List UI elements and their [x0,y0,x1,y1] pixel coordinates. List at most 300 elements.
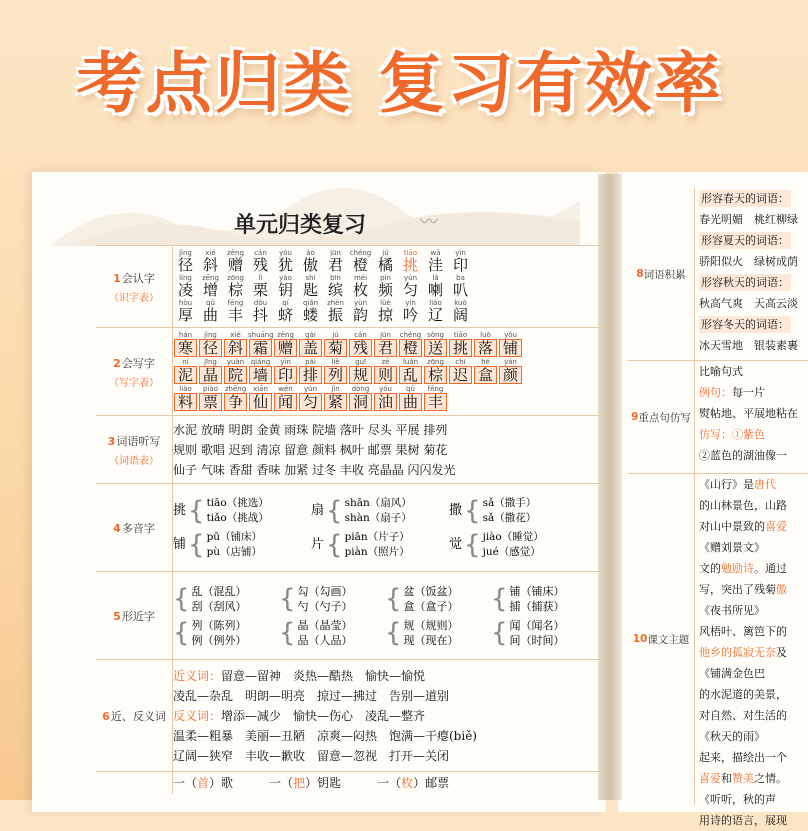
hanzi: 斜 [202,256,218,274]
brace-icon: { [188,529,205,560]
readings [345,530,410,560]
reading: jué（感觉） [482,545,541,558]
char-cell [348,299,373,323]
words [192,618,247,648]
hanzi: 抖 [252,306,268,324]
brace-icon: { [464,529,481,560]
text: 对自然、对生活的 [699,709,787,722]
highlight: 唐代 [754,478,776,491]
pinyin: yìn [455,249,466,257]
section-label: 10 课文主题 [628,474,695,804]
hanzi: 赠 [227,256,243,274]
char-cell [273,299,298,323]
char-cell [248,299,273,323]
char-cell [398,358,423,384]
hanzi: 傲 [302,256,318,274]
pinyin: zōng [227,274,244,282]
hanzi: 栗 [252,281,268,299]
word: 盒（盒子） [403,599,459,613]
hanzi: 洞 [349,393,372,411]
hanzi: 振 [327,306,343,324]
char-row [173,385,603,411]
hanzi: 泥 [174,366,197,384]
char-cell [448,331,473,357]
word: 捕（捕获） [509,599,565,613]
words: 留意—留神 炎热—酷热 愉快—愉悦 [221,668,426,683]
answer: 枚 [401,775,414,790]
words: 增添—减少 愉快—伤心 凌乱—整齐 [221,708,426,723]
category-tag: 形容秋天的词语： [701,276,789,289]
brace-icon: { [173,617,190,648]
pinyin: xiān [253,385,268,393]
hanzi: 匀 [402,281,418,299]
answer: 首 [197,775,210,790]
hanzi: 挑 [449,339,472,357]
char-cell [373,299,398,323]
char-cell [198,331,223,357]
text-line [699,474,808,495]
words [404,618,459,648]
category-tag: 形容春天的词语： [701,192,789,205]
similar-item [279,584,385,614]
keyword: 反义词： [173,708,222,723]
reading: shān（扇风） [344,496,412,509]
pinyin: yuàn [226,358,245,366]
words [298,584,353,614]
word-line [173,686,603,706]
polyphonic-item [449,530,587,560]
char-cell [473,331,498,357]
hanzi: 枚 [352,281,368,299]
sentence-imitation [695,361,808,473]
polyphonic-item [173,496,311,526]
text-line [699,810,808,831]
text: ）邮票 [413,775,450,790]
char-cell [448,358,473,384]
word-line [173,746,603,766]
pinyin: qí [282,299,289,307]
pinyin: yóu [379,385,392,393]
word: 勺（勺子） [297,599,353,613]
word: 列（陈列） [191,618,247,632]
hanzi: 增 [202,281,218,299]
pinyin: sòng [427,331,444,339]
highlight: 喜爱 [765,520,787,533]
text: 。通过 [754,562,787,575]
char-cell [298,249,323,273]
brace-icon: { [385,583,402,614]
polyphonic-char: 扇 [311,503,325,518]
hanzi: 君 [374,339,397,357]
similar-item [173,618,279,648]
brace-icon: { [385,617,402,648]
word: 铺（铺床） [509,584,565,598]
char-cell [273,385,298,411]
pinyin: xié [230,331,241,339]
pinyin: liáo [429,299,442,307]
pinyin: shuāng [248,331,274,339]
word: 闻（闻名） [509,618,565,632]
hanzi: 径 [199,339,222,357]
brace-icon: { [279,583,296,614]
hanzi: 丰 [424,393,447,411]
hanzi: 曲 [399,393,422,411]
section-label: 8 词语积累 [628,188,695,360]
hanzi: 印 [452,256,468,274]
section-label: 6近、反义词 [96,660,173,772]
char-cell [398,331,423,357]
text-line [699,579,808,600]
readings [483,530,544,560]
hanzi: 厚 [177,306,193,324]
char-cell [323,385,348,411]
text-line [699,230,808,251]
pinyin: xié [205,249,216,257]
char-cell [473,358,498,384]
pinyin: yán [504,358,517,366]
section-label: 9 重点句仿写 [628,361,695,473]
hanzi: 挑 [402,256,418,274]
char-row [173,299,603,323]
char-cell [248,249,273,273]
char-cell [348,249,373,273]
text: 一（ [173,775,198,790]
char-cell [448,249,473,273]
right-page-content [628,188,808,827]
pinyin: cán [254,249,267,257]
hanzi: 寒 [174,339,197,357]
hanzi: 送 [424,339,447,357]
hanzi: 则 [374,366,397,384]
pinyin: tiāo [453,331,468,339]
char-cell [298,274,323,298]
hanzi: 列 [324,366,347,384]
hanzi: 钥 [277,281,293,299]
text: ②蓝色的湖油像一 [699,449,787,462]
pinyin: chéng [399,331,422,339]
pinyin: jú [332,331,339,339]
brace-icon: { [279,617,296,648]
polyphonic-item [449,496,587,526]
char-cell [223,249,248,273]
pinyin: jǐn [331,385,340,393]
similar-item [385,618,491,648]
char-cell [373,358,398,384]
char-cell [423,299,448,323]
highlight: 他乡的孤寂无奈 [699,646,776,659]
word: 例（例外） [191,633,247,647]
char-cell [423,249,448,273]
pinyin: lüè [380,299,391,307]
readings [345,496,412,526]
hanzi: 径 [177,256,193,274]
hanzi: 铺 [499,339,522,357]
pinyin: zhèn [327,299,344,307]
hanzi: 匙 [302,281,318,299]
pinyin: yǒu [504,331,517,339]
hanzi: 残 [349,339,372,357]
char-cell [448,299,473,323]
answer: 把 [293,775,306,790]
pinyin: shi [305,274,316,282]
text: 《夜书所见》 [699,604,765,617]
char-cell [223,358,248,384]
polyphonic-grid [173,494,603,562]
hanzi: 霜 [249,339,272,357]
words [510,584,565,614]
word: 品（人品） [297,633,353,647]
text-line [699,272,808,293]
pinyin: jìng [204,331,217,339]
words [510,618,565,648]
reading: tiāo（挑选） [206,496,269,509]
hanzi: 仙 [249,393,272,411]
pinyin: yín [405,299,416,307]
word-line [173,773,603,793]
reading: shàn（扇子） [344,511,412,524]
hanzi: 院 [224,366,247,384]
text-line [699,726,808,747]
polyphonic-char: 觉 [449,537,463,552]
pinyin: chéng [349,249,372,257]
text-line [699,621,808,642]
char-cell [198,358,223,384]
text: 比喻句式 [699,365,743,378]
hanzi: 辽 [427,306,443,324]
text: 用诗的语言，展现 [699,814,787,827]
reading: sǎ（撒手） [482,496,537,509]
word-line: 规则 歌唱 迟到 清凉 留意 颜料 枫叶 邮票 果树 菊花 [173,442,448,457]
brace-icon: { [173,583,190,614]
word: 勾（勾画） [297,584,353,598]
pinyin: yìn [280,358,291,366]
hanzi: 频 [377,281,393,299]
category-tag: 形容夏天的词语： [701,234,789,247]
char-cell [398,385,423,411]
text: 《铺满金色巴 [699,667,765,680]
text-line [699,705,808,726]
highlight: 勉励诗 [721,562,754,575]
text-line [699,251,808,272]
hanzi: 争 [224,393,247,411]
highlight: 赞美 [732,772,754,785]
pinyin: hán [178,331,193,339]
hanzi: 缤 [327,281,343,299]
char-cell [173,299,198,323]
text: 熨帖地、平展地粘在 [699,407,798,420]
brace-icon: { [464,495,481,526]
word: 现（现在） [403,633,459,647]
text-line [699,335,808,356]
reading: piān（片子） [344,530,410,543]
text: 每一片 [732,386,765,399]
section-label: 3词语听写 （词语表） [96,416,173,484]
polyphonic-chars [173,484,604,572]
word: 晶（晶莹） [297,618,353,632]
hanzi: 曲 [202,306,218,324]
char-cell [273,274,298,298]
text-line [699,495,808,516]
char-cell [298,331,323,357]
char-cell [173,249,198,273]
char-cell [298,358,323,384]
text: 《山行》是 [699,478,754,491]
pinyin: qǔ [206,299,215,307]
bird-icon: 〰 [420,212,438,233]
polyphonic-char: 撒 [449,503,463,518]
char-row [173,358,603,384]
text-line [699,382,808,403]
char-cell [248,331,273,357]
char-cell [223,331,248,357]
similar-item [173,584,279,614]
text: 和 [721,772,732,785]
pinyin: jīng [204,358,217,366]
hanzi: 盒 [474,366,497,384]
pinyin: fēng [427,385,444,393]
reading: sǎ（撒花） [482,511,537,524]
text-line [699,747,808,768]
char-cell [248,385,273,411]
word-line [173,706,603,726]
vocab-accumulation [695,188,808,360]
hanzi: 迟 [449,366,472,384]
hanzi: 紧 [324,393,347,411]
pinyin: ní [182,358,189,366]
pinyin: kuò [454,299,467,307]
reading: piàn（照片） [344,545,410,558]
text: 春光明媚 桃红柳绿 [699,213,798,226]
word: 刮（刮风） [191,599,247,613]
pinyin: yún [403,274,417,282]
pinyin: zé [381,358,390,366]
pinyin: zēng [202,274,219,282]
char-cell [323,249,348,273]
pinyin: liào [179,385,192,393]
polyphonic-char: 铺 [173,537,187,552]
text: 起来，描绘出一个 [699,751,787,764]
hanzi: 橙 [352,256,368,274]
section-label: 5形近字 [96,572,173,660]
banner-title: 考点归类 复习有效率 [76,45,724,122]
char-cell [348,274,373,298]
char-cell [198,299,223,323]
text: ）钥匙 [305,775,378,790]
similar-item [279,618,385,648]
hanzi: 闻 [274,393,297,411]
text-line [699,684,808,705]
char-cell [298,385,323,411]
text: 的水泥道的美景， [699,688,787,701]
pinyin: hé [481,358,490,366]
measure-words [173,772,604,794]
pinyin: gài [305,331,316,339]
pinyin: yún [303,385,317,393]
hanzi: 料 [174,393,197,411]
char-cell [173,358,198,384]
brace-icon: { [326,529,343,560]
word: 间（时间） [509,633,565,647]
review-table [96,245,603,794]
char-cell [348,358,373,384]
char-cell [323,274,348,298]
pinyin: dòng [351,385,370,393]
text-line [699,558,808,579]
hanzi: 晶 [199,366,222,384]
text: 《赠刘景文》 [699,541,765,554]
text-line [699,209,808,230]
pinyin: guī [355,358,366,366]
readings [207,530,262,560]
word: 乱（混乱） [191,584,247,598]
brace-icon: { [491,583,508,614]
text: 对山中景致的 [699,520,765,533]
pinyin: pín [380,274,391,282]
char-cell [373,274,398,298]
hanzi: 菊 [324,339,347,357]
brace-icon: { [491,617,508,648]
text-line [699,600,808,621]
pinyin: liè [331,358,340,366]
highlight: 例句： [699,386,732,399]
pinyin: yào [279,274,292,282]
text-line [699,663,808,684]
char-cell [273,249,298,273]
hanzi: 洼 [427,256,443,274]
char-row [173,249,603,273]
char-cell [398,274,423,298]
text: 一（ [377,775,402,790]
text-line [699,768,808,789]
char-cell [423,385,448,411]
word: 盆（饭盆） [403,584,459,598]
char-cell [423,331,448,357]
polyphonic-item [311,530,449,560]
hanzi: 橘 [377,256,393,274]
pinyin: jú [382,249,389,257]
polyphonic-char: 挑 [173,503,187,518]
hanzi: 掠 [377,306,393,324]
category-tag: 形容冬天的词语： [701,318,789,331]
pinyin: lì [258,274,263,282]
words [298,618,353,648]
pinyin: ào [306,249,315,257]
brace-icon: { [188,495,205,526]
section-label: 1会认字 （识字表） [96,246,173,328]
section-label: 4多音字 [96,484,173,572]
pinyin: piào [203,385,218,393]
similar-grid [173,582,603,650]
char-cell [173,385,198,411]
pinyin: pái [305,358,316,366]
section-label: 2会写字 （写字表） [96,328,173,416]
recognize-chars [173,246,604,328]
text: 及 [776,646,787,659]
similar-item [491,618,597,648]
words: 温柔—粗暴 美丽—丑陋 凉爽—闷热 饱满—干瘪(biě) [173,728,477,743]
pinyin: wén [278,385,293,393]
polyphonic-item [311,496,449,526]
words [192,584,247,614]
pinyin: tiāo [403,249,418,257]
dictation-words [173,416,604,484]
char-cell [223,274,248,298]
hanzi: 票 [199,393,222,411]
reading: pù（店铺） [206,545,263,558]
text: 一（ [269,775,294,790]
reading: tiǎo（挑战） [206,511,269,524]
words: 凌乱—杂乱 明朗—明亮 掠过—拂过 告别—道别 [173,688,450,703]
